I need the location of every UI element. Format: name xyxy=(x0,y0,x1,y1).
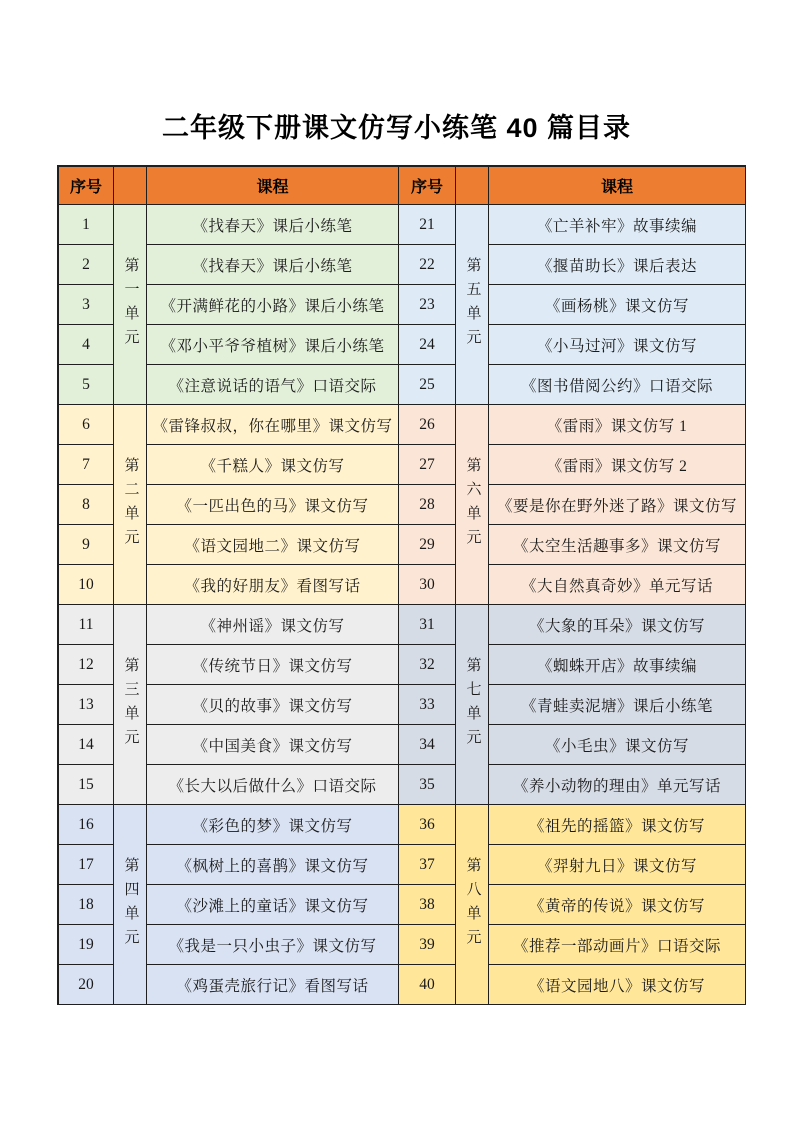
course-cell: 《雷雨》课文仿写 2 xyxy=(489,445,746,485)
unit-column xyxy=(456,405,489,605)
row-number-cell: 29 xyxy=(399,525,456,565)
unit-label: 第四单元 xyxy=(114,805,147,1005)
unit-section xyxy=(399,605,746,805)
row-number-cell: 8 xyxy=(59,485,114,525)
course-cell: 《图书借阅公约》口语交际 xyxy=(489,365,746,405)
course-column xyxy=(489,805,746,1005)
row-number-cell: 10 xyxy=(59,565,114,605)
course-cell: 《太空生活趣事多》课文仿写 xyxy=(489,525,746,565)
course-cell: 《鸡蛋壳旅行记》看图写话 xyxy=(147,965,399,1005)
header-course-label: 课程 xyxy=(147,167,399,205)
unit-column xyxy=(114,205,147,405)
course-cell: 《要是你在野外迷了路》课文仿写 xyxy=(489,485,746,525)
unit-section xyxy=(399,205,746,405)
table-left-half xyxy=(59,167,399,1005)
table-header-row xyxy=(59,167,399,205)
unit-section xyxy=(399,405,746,605)
course-cell: 《找春天》课后小练笔 xyxy=(147,205,399,245)
course-cell: 《雷锋叔叔，你在哪里》课文仿写 xyxy=(147,405,399,445)
row-number-cell: 15 xyxy=(59,765,114,805)
row-number-cell: 34 xyxy=(399,725,456,765)
course-cell: 《传统节日》课文仿写 xyxy=(147,645,399,685)
row-number-cell: 17 xyxy=(59,845,114,885)
row-number-cell: 27 xyxy=(399,445,456,485)
course-cell: 《养小动物的理由》单元写话 xyxy=(489,765,746,805)
row-number-cell: 25 xyxy=(399,365,456,405)
row-number-cell: 9 xyxy=(59,525,114,565)
row-number-cell: 5 xyxy=(59,365,114,405)
course-cell: 《沙滩上的童话》课文仿写 xyxy=(147,885,399,925)
course-cell: 《中国美食》课文仿写 xyxy=(147,725,399,765)
course-cell: 《蜘蛛开店》故事续编 xyxy=(489,645,746,685)
course-cell: 《大象的耳朵》课文仿写 xyxy=(489,605,746,645)
unit-section xyxy=(59,605,399,805)
row-number-cell: 32 xyxy=(399,645,456,685)
toc-table xyxy=(57,165,746,1005)
unit-label: 第三单元 xyxy=(114,605,147,805)
unit-label: 第八单元 xyxy=(456,805,489,1005)
unit-column xyxy=(456,805,489,1005)
course-column xyxy=(147,805,399,1005)
course-cell: 《找春天》课后小练笔 xyxy=(147,245,399,285)
course-cell: 《雷雨》课文仿写 1 xyxy=(489,405,746,445)
course-cell: 《小毛虫》课文仿写 xyxy=(489,725,746,765)
row-number-cell: 2 xyxy=(59,245,114,285)
row-number-cell: 4 xyxy=(59,325,114,365)
row-number-column xyxy=(59,605,114,805)
row-number-cell: 35 xyxy=(399,765,456,805)
course-column xyxy=(147,205,399,405)
row-number-cell: 33 xyxy=(399,685,456,725)
page-title: 二年级下册课文仿写小练笔 40 篇目录 xyxy=(161,113,632,143)
header-index-label: 序号 xyxy=(399,167,456,205)
row-number-cell: 20 xyxy=(59,965,114,1005)
course-column xyxy=(147,405,399,605)
row-number-column xyxy=(59,805,114,1005)
row-number-cell: 36 xyxy=(399,805,456,845)
course-cell: 《我是一只小虫子》课文仿写 xyxy=(147,925,399,965)
row-number-column xyxy=(59,405,114,605)
course-cell: 《推荐一部动画片》口语交际 xyxy=(489,925,746,965)
unit-label: 第一单元 xyxy=(114,205,147,405)
row-number-cell: 3 xyxy=(59,285,114,325)
course-cell: 《语文园地八》课文仿写 xyxy=(489,965,746,1005)
course-cell: 《贝的故事》课文仿写 xyxy=(147,685,399,725)
course-cell: 《画杨桃》课文仿写 xyxy=(489,285,746,325)
course-cell: 《黄帝的传说》课文仿写 xyxy=(489,885,746,925)
unit-label: 第二单元 xyxy=(114,405,147,605)
row-number-cell: 16 xyxy=(59,805,114,845)
course-cell: 《神州谣》课文仿写 xyxy=(147,605,399,645)
course-column xyxy=(147,605,399,805)
unit-label: 第五单元 xyxy=(456,205,489,405)
unit-column xyxy=(114,605,147,805)
course-column xyxy=(489,205,746,405)
row-number-cell: 11 xyxy=(59,605,114,645)
unit-section xyxy=(59,805,399,1005)
row-number-cell: 6 xyxy=(59,405,114,445)
course-cell: 《我的好朋友》看图写话 xyxy=(147,565,399,605)
row-number-cell: 1 xyxy=(59,205,114,245)
course-cell: 《祖先的摇篮》课文仿写 xyxy=(489,805,746,845)
unit-column xyxy=(456,605,489,805)
course-cell: 《枫树上的喜鹊》课文仿写 xyxy=(147,845,399,885)
unit-section xyxy=(59,205,399,405)
row-number-cell: 19 xyxy=(59,925,114,965)
course-cell: 《注意说话的语气》口语交际 xyxy=(147,365,399,405)
row-number-cell: 14 xyxy=(59,725,114,765)
row-number-cell: 23 xyxy=(399,285,456,325)
row-number-cell: 12 xyxy=(59,645,114,685)
row-number-column xyxy=(399,205,456,405)
row-number-column xyxy=(399,805,456,1005)
row-number-column xyxy=(399,605,456,805)
unit-section xyxy=(399,805,746,1005)
unit-label: 第七单元 xyxy=(456,605,489,805)
row-number-column xyxy=(399,405,456,605)
unit-column xyxy=(114,405,147,605)
row-number-cell: 38 xyxy=(399,885,456,925)
row-number-cell: 37 xyxy=(399,845,456,885)
course-cell: 《大自然真奇妙》单元写话 xyxy=(489,565,746,605)
header-course-label: 课程 xyxy=(489,167,746,205)
course-cell: 《长大以后做什么》口语交际 xyxy=(147,765,399,805)
row-number-cell: 30 xyxy=(399,565,456,605)
course-cell: 《千糕人》课文仿写 xyxy=(147,445,399,485)
course-cell: 《亡羊补牢》故事续编 xyxy=(489,205,746,245)
unit-column xyxy=(456,205,489,405)
course-cell: 《小马过河》课文仿写 xyxy=(489,325,746,365)
row-number-cell: 13 xyxy=(59,685,114,725)
course-cell: 《揠苗助长》课后表达 xyxy=(489,245,746,285)
unit-section xyxy=(59,405,399,605)
row-number-cell: 21 xyxy=(399,205,456,245)
row-number-cell: 22 xyxy=(399,245,456,285)
row-number-cell: 7 xyxy=(59,445,114,485)
header-unit-spacer xyxy=(456,167,489,205)
course-cell: 《一匹出色的马》课文仿写 xyxy=(147,485,399,525)
header-index-label: 序号 xyxy=(59,167,114,205)
table-right-half xyxy=(399,167,746,1005)
unit-label: 第六单元 xyxy=(456,405,489,605)
table-header-row xyxy=(399,167,746,205)
row-number-cell: 26 xyxy=(399,405,456,445)
course-cell: 《开满鲜花的小路》课后小练笔 xyxy=(147,285,399,325)
row-number-cell: 28 xyxy=(399,485,456,525)
row-number-column xyxy=(59,205,114,405)
unit-column xyxy=(114,805,147,1005)
course-cell: 《语文园地二》课文仿写 xyxy=(147,525,399,565)
course-cell: 《青蛙卖泥塘》课后小练笔 xyxy=(489,685,746,725)
course-cell: 《羿射九日》课文仿写 xyxy=(489,845,746,885)
row-number-cell: 39 xyxy=(399,925,456,965)
course-column xyxy=(489,605,746,805)
row-number-cell: 18 xyxy=(59,885,114,925)
course-column xyxy=(489,405,746,605)
row-number-cell: 24 xyxy=(399,325,456,365)
row-number-cell: 40 xyxy=(399,965,456,1005)
row-number-cell: 31 xyxy=(399,605,456,645)
course-cell: 《邓小平爷爷植树》课后小练笔 xyxy=(147,325,399,365)
header-unit-spacer xyxy=(114,167,147,205)
course-cell: 《彩色的梦》课文仿写 xyxy=(147,805,399,845)
